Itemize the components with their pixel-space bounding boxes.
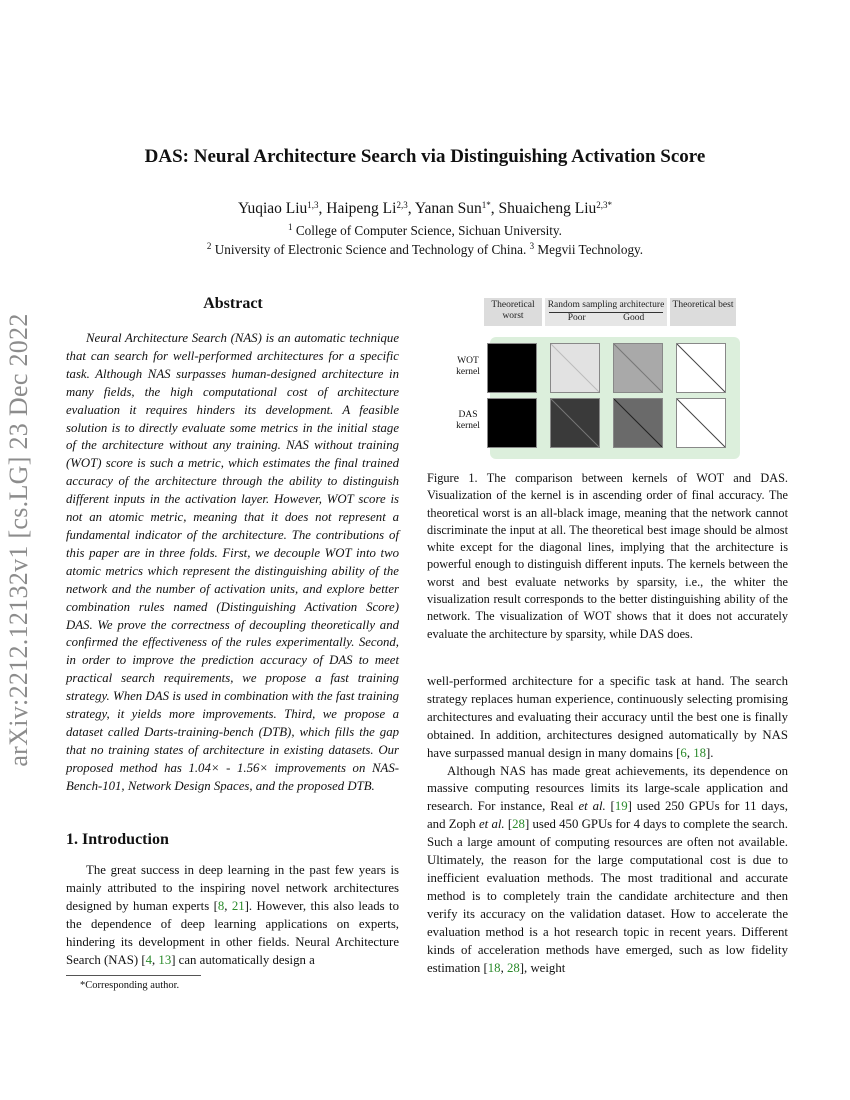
- figure-1: [448, 298, 740, 458]
- citation-link[interactable]: 6: [680, 745, 687, 760]
- intro-paragraph: The great success in deep learning in the past few years is mainly attributed to the inspiring novel network architectures designed by human experts [8, 21]. However, this also leads to the dependence of deep learning applications on experts, hindering its development in other fields. Neural Architecture Search (NAS) [4, 13] can automatically design a: [66, 863, 399, 967]
- author-affil: 1,3: [307, 200, 319, 210]
- intro-body: [66, 862, 399, 969]
- citation-link[interactable]: 21: [231, 898, 245, 913]
- citation-link[interactable]: 4: [145, 952, 153, 967]
- das-kernel-poor: [550, 398, 600, 448]
- citation-link[interactable]: 13: [158, 952, 172, 967]
- das-kernel-best: [676, 398, 726, 448]
- right-paragraph-1: well-performed architecture for a specific task at hand. The search strategy replaces human experience, continuously selecting promising architectures and evaluating their accuracy until the best one is finally obtained. In addition, architectures designed automatically by NAS have surpassed manual design in many domains [6, 18].: [427, 674, 788, 760]
- abstract-heading: Abstract: [203, 295, 263, 312]
- author-affil: 2,3: [396, 200, 408, 210]
- abstract-body: [66, 330, 399, 796]
- citation-link[interactable]: 28: [506, 960, 520, 975]
- citation-link[interactable]: 8: [217, 898, 225, 913]
- header-theoretical-worst: Theoretical worst: [484, 298, 542, 326]
- author-name: Yuqiao Liu: [237, 200, 308, 217]
- paper-title: DAS: Neural Architecture Search via Distinguishing Activation Score: [144, 146, 706, 167]
- row-label-das: DAS kernel: [456, 410, 480, 431]
- affiliation-line-2: $^2$ University of Electronic Science and Technology of China. $^3$ Megvii Technology.: [206, 241, 644, 257]
- header-good: Good: [623, 313, 645, 323]
- abstract-text: Neural Architecture Search (NAS) is an automatic technique that can search for well-performed architectures for a specific task. Although NAS surpasses human-designed architecture in many fields, the high computational cost of architecture evaluation it requires hinders its development. A feasible solution is to directly evaluate some metrics in the initial stage of the architecture without any training. NAS without training (WOT) score is such a metric, which estimates the final trained accuracy of the architecture through the ability to distinguish different inputs in the activation layer. However, WOT score is not an atomic metric, meaning that it does not represent a fundamental indicator of the architecture. The contributions of this paper are in three folds. First, we decouple WOT into two atomic metrics which represent the distinguishing ability of the network and the number of activation units, and explore better combination rules named (Distinguishing Activation Score) DAS. We prove the correctness of decoupling theoretically and confirmed the effectiveness of the rules experimentally. Second, in order to improve the prediction accuracy of DAS to meet practical search requirements, we propose a fast training strategy. When DAS is used in combination with the fast training strategy, it yields more improvements. Third, we propose a dataset called Darts-training-bench (DTB), which fills the gap that no training states of architecture in existing datasets. Our proposed method has 1.04× - 1.56× improvements on NAS-Bench-101, Network Design Spaces, and the proposed DTB.: [66, 331, 399, 793]
- das-kernel-good: [613, 398, 663, 448]
- footnote-rule: [66, 975, 201, 976]
- header-random-sampling: Random sampling architecture Poor Good: [545, 298, 667, 326]
- wot-kernel-poor: [550, 343, 600, 393]
- author-name: Shuaicheng Liu: [498, 200, 597, 217]
- right-paragraph-2: Although NAS has made great achievements, its dependence on massive computing resources limits its large-scale application and research. For instance, Real et al. [19] used 250 GPUs for 11 days, and Zoph et al. [28] used 450 GPUs for 4 days to complete the search. Such a large amount of computing resources are often not available. Ultimately, the reason for the large computational cost is due to inefficient evaluation methods. The most traditional and accurate method is to completely train the candidate architecture and then verify its accuracy on the validation dataset. How to accelerate the evaluation method is a hot research topic in recent years. Different kinds of acceleration methods have emerged, such as low fidelity estimation [18, 28], weight: [427, 763, 789, 975]
- wot-kernel-good: [613, 343, 663, 393]
- affiliation-line-1: $^1$ College of Computer Science, Sichuan University.: [288, 222, 562, 238]
- citation-link[interactable]: 18: [693, 745, 707, 760]
- author-affil: 2,3*: [596, 200, 613, 210]
- author-name: Yanan Sun: [414, 200, 482, 217]
- author-list: Yuqiao Liu$^{1,3}$, Haipeng Li$^{2,3}$, Yanan Sun$^{1*}$, Shuaicheng Liu$^{2,3*}$: [237, 200, 613, 217]
- citation-link[interactable]: 28: [512, 817, 525, 832]
- figure-caption: Figure 1. The comparison between kernels of WOT and DAS. Visualization of the kernel is in ascending order of final accuracy. The theoretical worst is an all-black image, meaning that the network cannot discriminate the input at all. The theoretical best image should be almost white except for the diagonal lines, implying that the architecture is powerful enough to distinguish different inputs. The kernels between the worst and best evaluate networks by sparsity, i.e., the whiter the visualization result corresponds to the better distinguishing ability of the network. The visualization of WOT shows that it does not accurately evaluate the architecture by sparsity, while DAS does.: [427, 471, 788, 641]
- header-theoretical-best: Theoretical best: [670, 298, 736, 326]
- header-poor: Poor: [567, 313, 586, 323]
- wot-kernel-best: [676, 343, 726, 393]
- footnote: *Corresponding author.: [80, 980, 180, 991]
- citation-link[interactable]: 18: [487, 960, 501, 975]
- author-affil: 1*: [481, 200, 491, 210]
- wot-kernel-worst: [487, 343, 537, 393]
- row-label-wot: WOT kernel: [456, 356, 480, 377]
- intro-heading: 1. Introduction: [66, 831, 169, 848]
- das-kernel-worst: [487, 398, 537, 448]
- right-column-body: [427, 673, 788, 977]
- arxiv-identifier: arXiv:2212.12132v1 [cs.LG] 23 Dec 2022: [4, 313, 33, 767]
- citation-link[interactable]: 19: [614, 799, 628, 814]
- author-name: Haipeng Li: [326, 200, 397, 217]
